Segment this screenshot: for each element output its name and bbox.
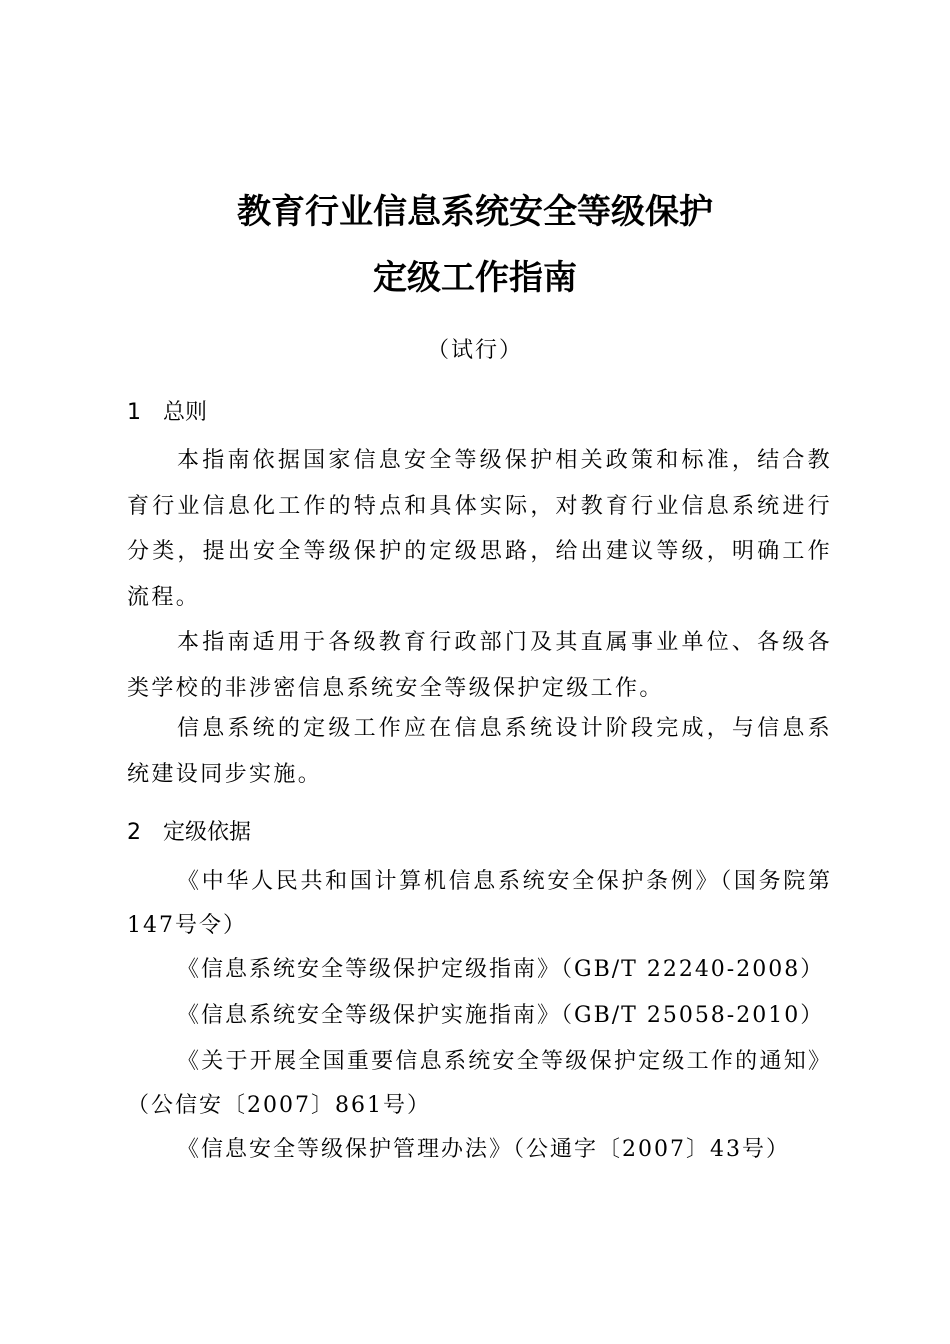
document-subtitle: （试行） [426, 338, 523, 363]
reference-item: 《关于开展全国重要信息系统安全等级保护定级工作的通知》（公信安〔2007〕861号） [127, 1049, 832, 1118]
reference-item: 《信息安全等级保护管理办法》（公通字〔2007〕43号） [177, 1137, 790, 1162]
paragraph: 信息系统的定级工作应在信息系统设计阶段完成，与信息系统建设同步实施。 [127, 716, 832, 787]
document-title-line-1: 教育行业信息系统安全等级保护 [237, 192, 713, 232]
section-title: 定级依据 [163, 820, 252, 845]
section-number: 2 [127, 820, 141, 845]
reference-item: 《信息系统安全等级保护定级指南》（GB/T 22240-2008） [177, 957, 825, 982]
paragraph: 本指南依据国家信息安全等级保护相关政策和标准，结合教育行业信息化工作的特点和具体实际，对教育行业信息系统进行分类，提出安全等级保护的定级思路，给出建议等级，明确工作流程。 [127, 448, 832, 610]
document-title-line-2: 定级工作指南 [373, 258, 577, 298]
reference-item: 《信息系统安全等级保护实施指南》（GB/T 25058-2010） [177, 1003, 825, 1028]
section-number: 1 [127, 400, 141, 425]
section-heading-general [127, 398, 207, 428]
reference-item: 《中华人民共和国计算机信息系统安全保护条例》（国务院第147号令） [127, 869, 832, 938]
paragraph: 本指南适用于各级教育行政部门及其直属事业单位、各级各类学校的非涉密信息系统安全等级保护定级工作。 [127, 630, 832, 701]
section-title: 总则 [163, 400, 208, 425]
section-heading-basis [127, 818, 251, 848]
